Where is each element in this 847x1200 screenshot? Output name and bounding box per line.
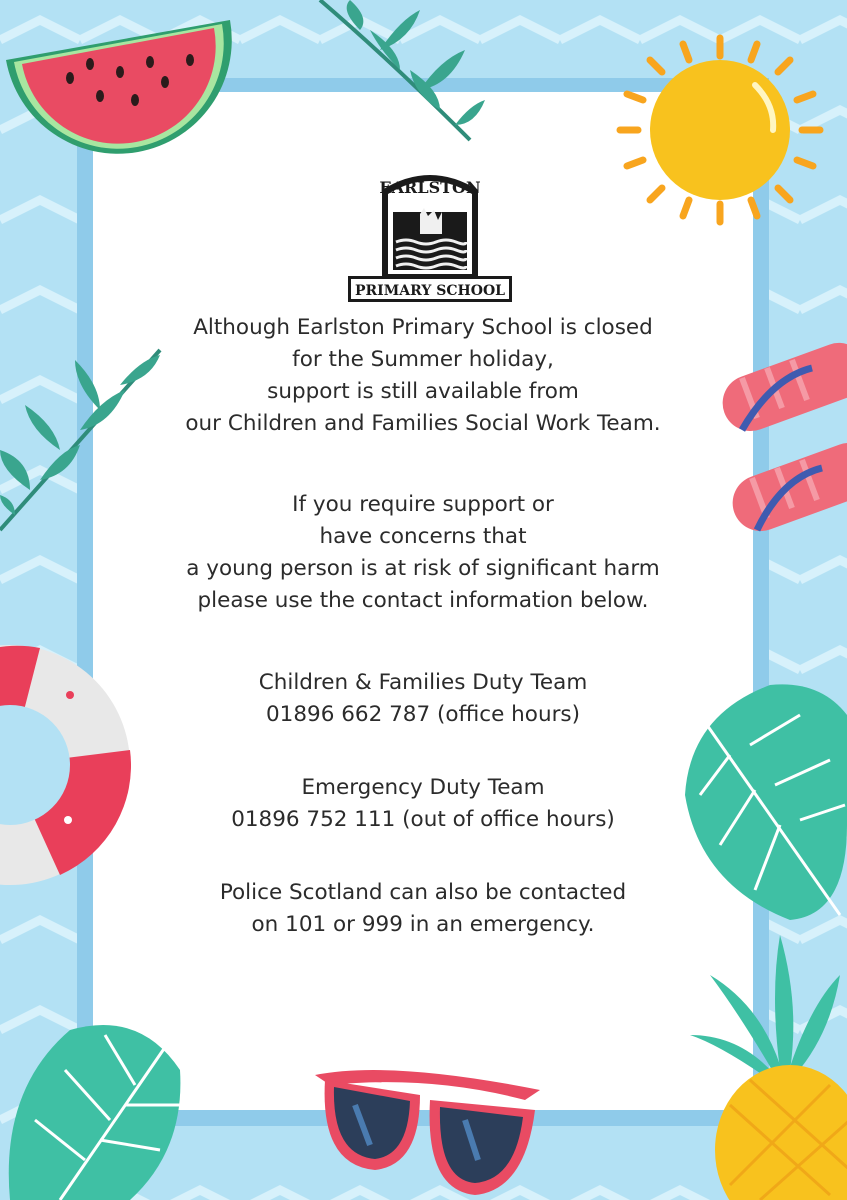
swim-ring-icon — [0, 640, 135, 890]
concern-line: If you require support or — [292, 492, 554, 517]
watermelon-icon — [0, 0, 240, 160]
police-line: Police Scotland can also be contacted — [219, 880, 627, 905]
palm-leaf-icon — [300, 0, 490, 150]
police-paragraph — [93, 877, 753, 941]
palm-leaf-icon — [0, 330, 165, 550]
sun-icon — [605, 30, 835, 230]
contact-children-families — [93, 667, 753, 731]
logo-top-text: EARLSTON — [379, 178, 481, 197]
contact-name: Children & Families Duty Team — [258, 670, 588, 695]
contact-emergency-duty — [93, 772, 753, 836]
concern-line: please use the contact information below. — [197, 588, 649, 613]
intro-line: for the Summer holiday, — [292, 347, 554, 372]
concern-line: have concerns that — [319, 524, 527, 549]
intro-line: our Children and Families Social Work Team. — [185, 411, 661, 436]
intro-paragraph — [93, 312, 753, 440]
police-line: on 101 or 999 in an emergency. — [251, 912, 595, 937]
concern-line: a young person is at risk of significant harm — [186, 556, 660, 581]
flip-flops-icon — [712, 338, 847, 560]
intro-line: Although Earlston Primary School is closed — [193, 315, 653, 340]
logo-bottom-text: PRIMARY SCHOOL — [355, 283, 506, 299]
pineapple-icon — [680, 935, 847, 1200]
contact-phone: 01896 662 787 (office hours) — [265, 702, 581, 727]
monstera-leaf-icon — [0, 1010, 185, 1200]
sunglasses-icon — [310, 1055, 550, 1200]
intro-line: support is still available from — [267, 379, 579, 404]
contact-phone: 01896 752 111 (out of office hours) — [231, 807, 615, 832]
contact-name: Emergency Duty Team — [301, 775, 545, 800]
monstera-leaf-icon — [680, 675, 847, 925]
concern-paragraph — [93, 489, 753, 617]
school-logo — [346, 162, 514, 304]
